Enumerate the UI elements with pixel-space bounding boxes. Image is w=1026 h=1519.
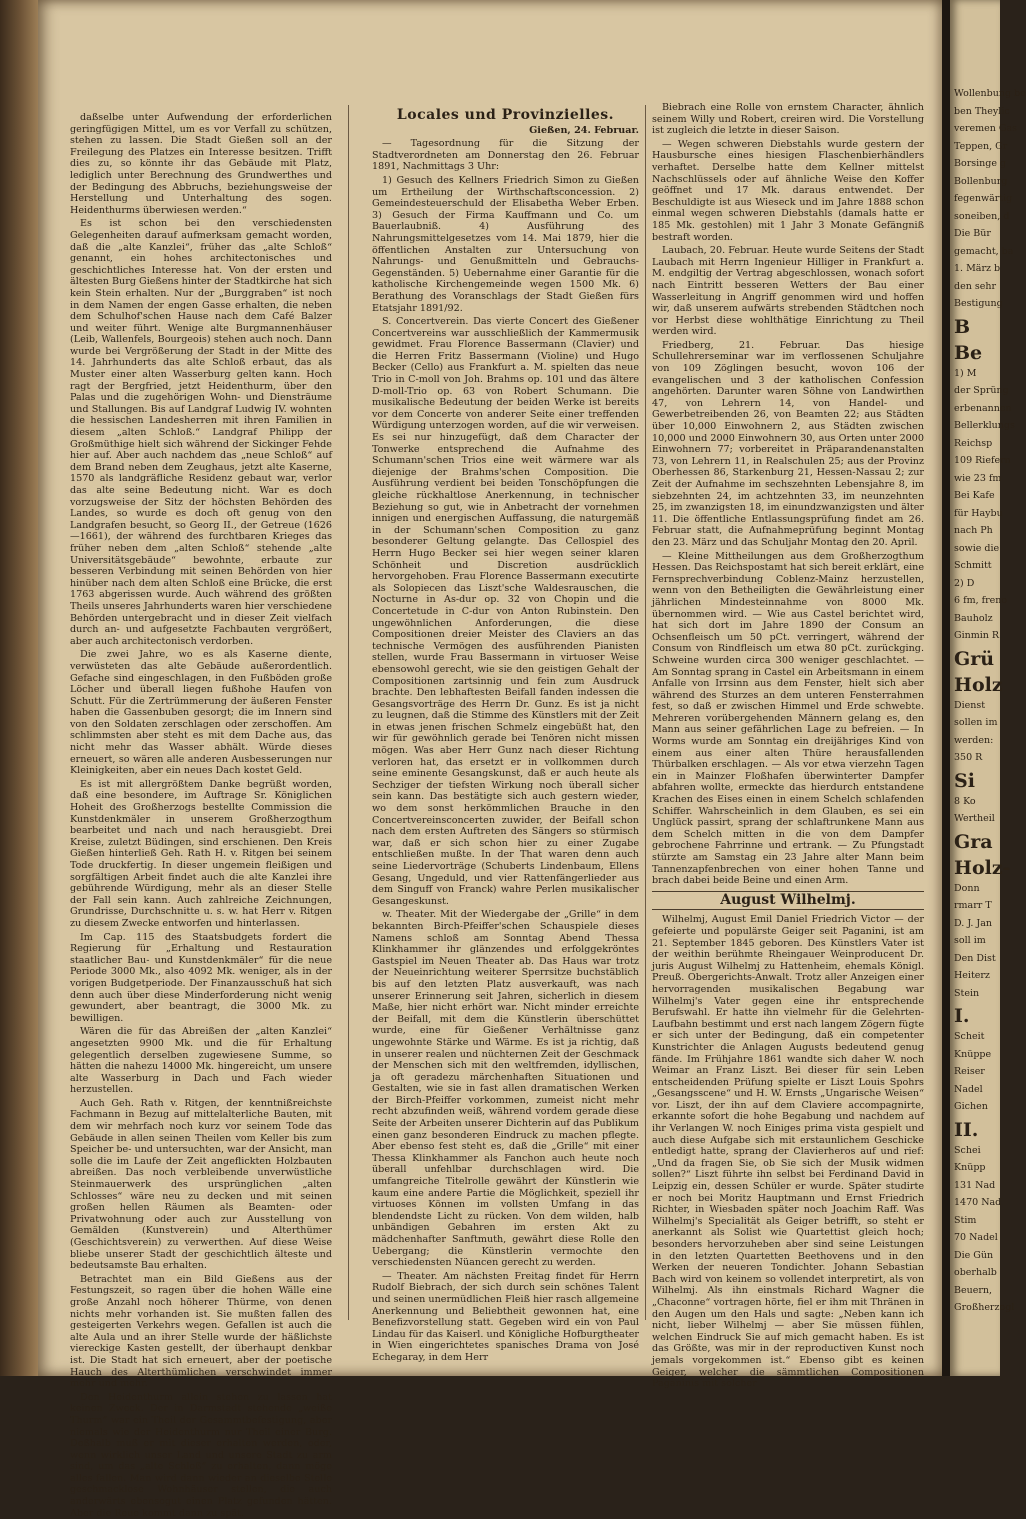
next-page-fragment: D. J. Jan [954,917,993,929]
column-rule-right [645,105,646,1320]
next-page-fragment: B [954,315,971,338]
next-page-fragment: Stim [954,1214,977,1226]
next-page-fragment: 350 R [954,752,983,763]
next-page-fragment: für Haybu [954,507,1003,519]
next-page-fragment: Gra [954,830,993,853]
column-middle [372,107,639,1363]
next-page-fragment: sowie die [954,542,1000,554]
next-page-fragment: Reiser [954,1066,985,1077]
next-page-fragment: 1470 Nad [954,1197,1002,1208]
dateline: Gießen, 24. Februar. [529,124,639,136]
next-page-fragment: Borsinge g [954,158,1007,169]
next-page-fragment: Bauholz [954,612,993,624]
book-binding [0,0,38,1376]
next-page-fragment: 8 Ko [954,795,976,807]
next-page-fragment: erbenannen [954,402,1012,414]
paragraph: Es ist schon bei den verschiedensten Gelegenheiten darauf aufmerksam gemacht worden, daß die „alte Kanzlei“, früher das „alte Schloß“ genannt, ein hohes architectonisches und geschichtliches Interesse hat. Von der ersten und ältesten Burg Gießens hinter der Stadtkirche hat sich kein Stein erhalten. Nur der „Burggraben“ ist noch in dem Namen der engen Gasse erhalten, die neben dem Schulhof'schen Hause nach dem Café Balzer und weiter führt. Wenige alte Burgmannenhäuser (Leib, Wallenfels, Bourgeois) stehen auch noch. Dann wurde bei Vergrößerung der Stadt in der Mitte des 14. Jahrhunderts das alte Schloß erbaut, das als Muster einer alten Wasserburg gelten kann. Hoch ragt der Bergfried, jetzt Heidenthurm, über den Palas und die zugehörigen Wohn- und Diensträume und Stallungen. Bis auf Landgraf Ludwig IV. wohnten die hessischen Landesherren mit ihren Familien in diesem „alten Schloß.“ Landgraf Philipp der Großmüthige hielt sich während der Sickinger Fehde hier auf. Aber auch nachdem das „neue Schloß“ auf dem Brand neben dem Zeughaus, jetzt alte Kaserne, 1570 als landgräfliche Residenz gebaut war, verlor das alte seine Bedeutung nicht. War es doch vorzugsweise der Sitz der höchsten Behörden des Landes, so wurde es doch oft genug von den Landgrafen besucht, so Georg II., der Getreue (1626—1661), der während des furchtbaren Krieges das früher neben dem „alten Schloß“ stehende „alte Universitätsgebäude“ bewohnte, erbaute zur besseren Verbindung mit seinen Behörden von hier hinüber nach dem alten Schloß eine Brücke, die erst 1763 abgerissen wurde. Auch während des größten Theils unseres Jahrhunderts waren hier verschiedene Behörden untergebracht und in dieser Zeit vielfach durch an- und aufgesetzte Fachbauten vergrößert, aber auch architectonisch verdorben. [70,218,332,647]
next-page-fragment: veremen Gas [954,123,1018,134]
next-page-fragment: Stein [954,987,980,999]
next-page-fragment: werden: [954,734,994,746]
paragraph: Im Cap. 115 des Staatsbudgets fordert die Regierung für „Erhaltung und Restauration staatlicher Bau- und Kunstdenkmäler“ für die neue Periode 3000 Mk., also 4092 Mk. weniger, als in der vorigen Budgetperiode. Der Finanzausschuß hat sich denn auch über diese Minderforderung nicht wenig gewundert, aber beantragt, die 3000 Mk. zu bewilligen. [70,931,332,1024]
paragraph: Es ist mit allergrößtem Danke begrüßt worden, daß eine besondere, im Auftrage Sr. Königlichen Hoheit des Großherzogs bestellte Commission die Kunstdenkmäler in unserem Großherzogthum bearbeitet und nach und nach herausgiebt. Drei Kreise, zuletzt Büdingen, sind erschienen. Den Kreis Gießen hinterließ Geh. Rath H. v. Ritgen bei seinem Tode druckfertig. In dieser ungemein fleißigen und sorgfältigen Arbeit findet auch die alte Kanzlei ihre gebührende Würdigung, mehr als an dieser Stelle der Fall sein kann. Auch zahlreiche Zeichnungen, Grundrisse, Durchschnitte u. s. w. hat Herr v. Ritgen zu diesem Zwecke entworfen und hinterlassen. [70,778,332,929]
paragraph: Auch Geh. Rath v. Ritgen, der kenntnißreichste Fachmann in Bezug auf mittelalterliche Bauten, mit dem wir mehrfach noch kurz vor seinem Tode das Gebäude in allen seinen Theilen vom Keller bis zum Speicher be- und untersuchten, war der Ansicht, man solle die im Laufe der Zeit angeflickten Holzbauten abreißen. Das noch verbleibende unverwüstliche Steinmauerwerk des ursprünglichen „alten Schlosses“ wäre neu zu decken und mit seinen großen hellen Räumen als Beamten- oder Privatwohnung oder auch zur Ausstellung von Gemälden (Kunstverein) und Alterthümer (Geschichtsverein) zu verwerthen. Auf diese Weise bliebe unserer Stadt der geschichtlich älteste und bedeutsamste Bau erhalten. [70,1097,332,1272]
next-page-fragment: Heiterz [954,970,990,981]
next-page-fragment: Holz [954,673,1003,696]
next-page-fragment: Be [954,341,983,364]
next-page-fragment: Ginmin R [954,630,1000,641]
next-page-fragment: Teppen, Gr [954,140,1008,152]
next-page-fragment: II. [954,1118,979,1141]
next-page-fragment: Bellerklungs [954,420,1015,431]
paragraph: — Kleine Mittheilungen aus dem Großherzogthum Hessen. Das Reichspostamt hat sich bereit erklärt, eine Fernsprechverbindung Coblenz-Mainz herzustellen, wenn von den Betheiligten die Gewährleistung einer jährlichen Mindesteinnahme von 8000 Mk. übernommen wird. — Wie aus Castel berichtet wird, hat sich dort im Jahre 1890 der Consum an Ochsenfleisch um 50 pCt. verringert, während der Consum von Rindfleisch um etwa 80 pCt. zurückging. Schweine wurden circa 300 weniger geschlachtet. — Am Sonntag sprang in Castel ein Arbeitsmann in einem Anfalle von Irrsinn aus dem Fenster, hielt sich aber während des Sturzes an dem unteren Fensterrahmen fest, so daß er zwischen Himmel und Erde schwebte. Mehreren vorübergehenden Männern gelang es, den Mann aus seiner gefährlichen Lage zu befreien. — In Worms wurde am Sonntag ein dreijähriges Kind von einem aus einer alten Thüre herausfallenden Thürbalken erschlagen. — Als vor etwa vierzehn Tagen ein in Mainzer Floßhafen überwinterter Dampfer abfahren wollte, ermeckte das hierdurch entstandene Krachen des Eises einen in einem Schelch schlafenden Schiffer. Wahrscheinlich in dem Glauben, es sei ein Unglück passirt, sprang der schlaftrunkene Mann aus dem Schelch mitten in die von dem Dampfer gebrochene Fahrrinne und ertrank. — Zu Pfungstadt stürzte am Samstag ein 23 Jahre alter Mann beim Tannenzapfenbrechen von einer hohen Tanne und brach dabei beide Beine und einen Arm. [652,550,924,887]
next-page-fragment: I. [954,1005,970,1027]
next-page-fragment: Wollenbung be [954,88,1026,99]
next-page-fragment: Dienst [954,699,986,711]
paragraph: 1) Gesuch des Kellners Friedrich Simon zu Gießen um Ertheilung der Wirthschaftsconcession. 2) Gemeindesteuerschuld der Elisabetha Weber Erben. 3) Gesuch der Firma Kauffmann und Co. um Bauerlaubniß. 4) Ausführung des Nahrungsmittelgesetzes vom 14. Mai 1879, hier die öffentlichen Anstalten zur Untersuchung von Nahrungs- und Genußmitteln und Gebrauchs-Gegenständen. 5) Uebernahme einer Garantie für die katholische Kirchengemeinde wegen 1500 Mk. 6) Berathung des Voranschlags der Stadt Gießen fürs Etatsjahr 1891/92. [372,174,639,314]
next-page-fragment: Knüpp [954,1162,986,1173]
paragraph: Wären die für das Abreißen der „alten Kanzlei“ angesetzten 9900 Mk. und die für Erhaltung gelegentlich derselben zugewiesene Summe, so hätten die nahezu 14000 Mk. hingereicht, um unsere alte Wasserburg in Dach und Fach wieder herzustellen. [70,1026,332,1096]
next-page-fragment: nach Ph [954,525,993,536]
next-page-fragment: wie 23 fm [954,472,1002,484]
next-page-fragment: Holz- [954,856,1011,879]
next-page-fragment: 1. März b [954,263,1001,274]
next-page-edge [950,0,1026,1376]
paragraph: daßselbe unter Aufwendung der erforderlichen geringfügigen Mittel, um es vor Verfall zu schützen, stehen zu lassen. Die Stadt Gießen soll an der Freilegung des Platzes ein Interesse besitzen. Trifft dies zu, so könnte ihr das Gebäude mit Platz, lediglich unter Berechnung des Grundwerthes und der Bedingung des Abbruchs, beziehungsweise der Herstellung und Unterhaltung des sogen. Heidenthurms überwiesen werden.“ [70,112,332,216]
next-page-fragment: Nadel [954,1083,983,1095]
paragraph: Die zwei Jahre, wo es als Kaserne diente, verwüsteten das alte Gebäude außerordentlich. Gefache sind eingeschlagen, in den Fußböden große Löcher und überall liegen fußhohe Haufen von Schutt. Für die Zertrümmerung der äußeren Fenster haben die Gassenbuben gesorgt; die im Innern sind von den Soldaten zerschlagen oder zerschoffen. Am schlimmsten aber steht es mit dem Dache aus, das nicht mehr das Wasser abhält. Würde dieses erneuert, so wären alle anderen Ausbesserungen nur Kleinigkeiten, aber ein neues Dach kostet Geld. [70,649,332,777]
next-page-fragment: Beuern, [954,1284,993,1296]
next-page-fragment: rmarr T [954,900,992,911]
next-page-fragment: 1) M [954,367,977,379]
next-page-fragment: Knüppe [954,1048,992,1060]
column-right-article [652,914,924,1389]
next-page-fragment: Schei [954,1144,981,1156]
next-page-fragment: soneiben, d [954,210,1010,222]
paragraph: Laubach, 20. Februar. Heute wurde Seitens der Stadt Laubach mit Herrn Ingenieur Hilliger in Frankfurt a. M. endgiltig der Vertrag abgeschlossen, wonach sofort nach Eintritt besseren Wetters der Bau einer Wasserleitung in Angriff genommen wird und hoffen wir, daß unserem aufwärts strebenden Städtchen noch vor Herbst diese wohlthätige Einrichtung zu Theil werden wird. [652,245,924,338]
next-page-fragment: Reichsp [954,437,993,449]
paragraph: Betrachtet man ein Bild Gießens aus der Festungszeit, so ragen über die hohen Wälle eine große Anzahl noch höherer Thürme, von denen nichts mehr vorhanden ist. Sie mußten fallen des gesteigerten Verkehrs wegen. Gefallen ist auch die alte Aula und an ihrer Stelle wurde der häßlichste viereckige Kasten gestellt, der überhaupt denkbar ist. Die Stadt hat sich erneuert, aber der poetische Hauch des Alterthümlichen verschwindet immer mehr und mehr. [70,1273,332,1390]
paragraph: w. Theater. Mit der Wiedergabe der „Grille“ in dem bekannten Birch-Pfeiffer'schen Schauspiele dieses Namens schloß am Sonntag Abend Thessa Klinkhammer ihr glänzendes und erfolggekröntes Gastspiel im Neuen Theater ab. Das Haus war trotz der Neueinrichtung weiterer Sperrsitze buchstäblich bis auf den letzten Platz ausverkauft, was nach unserer Erinnerung seit Jahren, sicherlich in diesem Maße, hier nicht erhört war. Nicht minder erreichte der Beifall, mit dem die Künstlerin überschüttet wurde, eine für Gießener Verhältnisse ganz ungewohnte Stärke und Wärme. Es ist ja richtig, daß in unserer realen und nüchternen Zeit der Geschmack der Menschen sich mit den weltfremden, idyllischen, ja oft geradezu märchenhaften Situationen und Gestalten, wie sie in fast allen dramatischen Werken der Birch-Pfeiffer vorkommen, zumeist nicht mehr recht abzufinden weiß, während vordem gerade diese Seite der Arbeiten unserer Dichterin auf das Publikum einen ganz besonderen Eindruck zu machen pflegte. Aber ebenso fest steht es, daß die „Grille“ mit einer Thessa Klinkhammer als Fanchon auch heute noch überall unfehlbar durchschlagen wird. Die umfangreiche Titelrolle gewährt der Künstlerin wie kaum eine andere Partie die Möglichkeit, speziell ihr virtuoses Können im vollsten Umfang in das blendendste Licht zu rücken. Von dem wilden, halb unbändigen Gebahren im ersten Akt zu mädchenhafter Sanftmuth, gewährt diese Rolle den Uebergang; die Künstlerin vermochte den verschiedensten Nüancen gerecht zu werden. [372,909,639,1269]
next-page-fragment: Bollenburg [954,175,1008,187]
next-page-fragment: Schmitt [954,560,992,571]
next-page-fragment: Si [954,769,975,792]
column-middle-body [372,138,639,1363]
next-page-fragment: Die Gün [954,1249,994,1261]
column-left [70,112,332,1519]
section-title: Locales und Provinzielles. [396,107,615,123]
next-page-fragment: Bei Kafe [954,490,995,501]
next-page-fragment: Bestigung [954,298,1003,309]
page-gutter [942,0,950,1376]
column-right [652,102,924,1390]
next-page-fragment: sollen im [954,717,998,728]
paragraph: — Theater. Am nächsten Freitag findet für Herrn Rudolf Biebrach, der sich durch sein schönes Talent und seinen unermüdlichen Fleiß hier rasch allgemeine Anerkennung und Beliebtheit gewonnen hat, eine Benefizvorstellung statt. Gegeben wird ein von Paul Lindau für das Kaiserl. und Königliche Hofburgtheater in Wien eingerichtetes spanisches Drama von José Echegaray, in dem Herr [372,1270,639,1363]
next-page-fragment: 6 fm, freno [954,595,1008,606]
next-page-fragment: fegenwärtig [954,193,1013,204]
column-rule-left [348,105,349,1320]
paragraph: S. Concertverein. Das vierte Concert des Gießener Concertvereins war ausschließlich der Kammermusik gewidmet. Frau Florence Bassermann (Clavier) und die Herren Fritz Bassermann (Violine) und Hugo Becker (Cello) aus Frankfurt a. M. spielten das neue Trio in C-moll von Joh. Brahms op. 101 und das ältere D-moll-Trio op. 63 von Robert Schumann. Die musikalische Bedeutung der beiden Werke ist bereits vor dem Concerte von anderer Seite einer treffenden Würdigung unterzogen worden, auf die wir verweisen. Es sei nur hinzugefügt, daß dem Character der Tonwerke entsprechend die Aufnahme des Schumann'schen Trios eine weit wärmere war als diejenige der Brahms'schen Composition. Die Ausführung verdient bei beiden Tonschöpfungen die gleiche rückhaltlose Anerkennung, in technischer Beziehung so gut, wie in Anbetracht der vornehmen innigen und energischen Auffassung, die naturgemäß in der Schumann'schen Composition zu ganz besonderer Geltung gelangte. Das Cellospiel des Herrn Hugo Becker sei hier wegen seiner klaren Schönheit und Discretion ausdrücklich hervorgehoben. Frau Florence Bassermann executirte als Solopiecen das Liszt'sche Waldesrauschen, die Nocturne in As-dur op. 32 von Chopin und die Concertetude in C-dur von Anton Rubinstein. Den ungewöhnlichen Anforderungen, die diese Compositionen dreier Meister des Claviers an das technische Vermögen des ausführenden Pianisten stellen, wurde Frau Bassermann in virtuoser Weise ebensowohl gerecht, wie sie den geistigen Gehalt der Compositionen zartsinnig und fein zum Ausdruck brachte. Den lebhaftesten Beifall fanden indessen die Gesangsvorträge des Herrn Dr. Gunz. Es ist ja nicht zu leugnen, daß die Stimme des Künstlers mit der Zeit in etwas jenen frischen Schmelz eingebüßt hat, den wir für gewöhnlich gerade bei Tenören nicht missen mögen. Was aber Herr Gunz nach dieser Richtung verloren hat, das ersetzt er in vollkommen durch seine eminente Gesangskunst, daß er auch heute als Sechziger der tiefsten Wirkung noch überall sicher sein kann. Das bestätigte sich auch gestern wieder, wo dem sonst herkömmlichen Brauche in den Concertvereinsconcerten zuwider, der Beifall schon nach dem ersten Auftreten des Sängers so stürmisch war, daß er sich schon hier zu einer Zugabe entschließen mußte. In der That waren denn auch seine Liedervorträge (Schuberts Lindenbaum, Ellens Gesang, Ungeduld, und vier Rattenfängerlieder aus dem Singuff von Franck) wahre Perlen musikalischer Gesangeskunst. [372,316,639,907]
next-page-fragment: Gichen [954,1101,988,1112]
next-page-fragment: 70 Nadel [954,1232,998,1243]
next-page-fragment: oberhalb [954,1267,997,1278]
paragraph: Friedberg, 21. Februar. Das hiesige Schullehrerseminar war im verflossenen Schuljahre von 109 Zöglingen besucht, wovon 106 der evangelischen und 3 der katholischen Confession angehörten. Darunter waren Söhne von Landwirthen 47, von Lehrern 14, von Handel- und Gewerbetreibenden 26, von Beamten 22; aus Städten über 10,000 Einwohnern 2, aus Städten zwischen 10,000 und 2000 Einwohnern 30, aus Orten unter 2000 Einwohnern 77; vorbereitet in Präparandenanstalten 73, von Lehrern 11, in Realschulen 25; aus der Provinz Oberhessen 86, Starkenburg 21, Hessen-Nassau 2; zur Zeit der Aufnahme im sechszehnten Lebensjahre 8, im siebzehnten 24, im achtzehnten 33, im neunzehnten 25, im zwanzigsten 18, im einundzwanzigsten und älter 11. Die öffentliche Entlassungsprüfung findet am 26. Februar statt, die Aufnahmeprüfung beginnt Montag den 23. März und das Schuljahr Montag den 20. April. [652,339,924,548]
next-page-fragment: 109 Riefern [954,455,1011,466]
next-page-fragment: den sehr [954,280,996,292]
next-page-fragment: Scheit [954,1031,985,1042]
next-page-fragment: Wertheil [954,813,995,824]
paragraph: Biebrach eine Rolle von ernstem Character, ähnlich seinem Willy und Robert, creiren wird. Die Vorstellung ist zugleich die letzte in dieser Saison. [652,102,924,137]
paragraph: Wilhelmj, August Emil Daniel Friedrich Victor — der gefeierte und populärste Geiger seit Paganini, ist am 21. September 1845 geboren. Des Künstlers Vater ist der weithin berühmte Rheingauer Weinproducent Dr. juris August Wilhelmj zu Hattenheim, ehemals Königl. Preuß. Obergerichts-Anwalt. Trotz aller Anzeigen einer hervorragenden musikalischen Begabung war Wilhelmj's Vater gegen eine ihr entsprechende Berufswahl. Er hatte ihn vielmehr für die Gelehrten-Laufbahn bestimmt und erst nach langem Zögern fügte er sich unter der Bedingung, daß ein competenter Kunstrichter die Anlagen Augusts bedeutend genug fände. Im Frühjahre 1861 wandte sich daher W. noch Weimar an Franz Liszt. Bei dieser für sein Leben entscheidenden Prüfung spielte er Liszt Louis Spohrs „Gesangsscene“ und H. W. Ernsts „Ungarische Weisen“ vor. Liszt, der ihn auf dem Claviere accompagnirte, erkannte sofort die hohe Begabung und nachdem auf ihr Verlangen W. noch Einiges prima vista gespielt und auch diese Aufgabe sich mit erstaunlichem Geschicke entledigt hatte, sprang der Clavierheros auf und rief: „Und da fragen Sie, ob Sie sich der Musik widmen sollen?“ Liszt führte ihn selbst bei Ferdinand David in Leipzig ein, dessen Schüler er wurde. Später studirte er noch bei Moritz Hauptmann und Ernst Friedrich Richter, in Wiesbaden später noch Joachim Raff. Was Wilhelmj's Specialität als Geiger betrifft, so steht er anerkannt als Solist wie Quartettist gleich hoch; besonders hervorzuheben aber sind seine Leistungen in den letzten Quartetten Beethovens und in den Werken der neueren Tondichter. Johann Sebastian Bach wird von keinem so vollendet interpretirt, als von Wilhelmj. Als ihn einstmals Richard Wagner die „Chaconne“ vortragen hörte, fiel er ihm mit Thränen in den Augen um den Hals und sagte: „Neben kann ich nicht, lieber Wilhelmj — aber Sie müssen fühlen, welchen Eindruck Sie auf mich gemacht haben. Es ist das Größte, was mir in der reproductiven Kunst noch jemals vorgekommen ist.“ Ebenso gibt es keinen Geiger, welcher die sämmtlichen Compositionen Paganinis mit solcher [652,914,924,1390]
next-page-fragment: Donn [954,882,980,894]
next-page-fragment: Großherzogl [954,1302,1015,1313]
next-page-fragment: 131 Nad [954,1179,996,1191]
next-page-fragment: Den Dist [954,952,996,964]
next-page-fragment: 2) D [954,577,975,589]
paragraph: Den Heidenthurm allein stehen zu lassen hat keinen Zweck. Der in Darmstadt stehende „weiße Thurm“ war ein Theil der Gesammtbefestigung, aber niemals wie der Heidenthurm nur Theil einer Burg. Deßhalb muß er mit dieser erhalten werden, oder, wenn wirklich unser Land und unsere Stadt zu arm sind, um das „alte Schloß“ zu erhalten, dann möge alles fallen. Man wird dann wieder an dieselbe Stelle geschmacklose Wohnhäuser stellen, die auch anderwärts ebensogut einen Platz gefunden hätten. Aber die Reue kommt dann zu spät. [70,1391,332,1519]
next-page-fragment: Die Bür [954,228,991,239]
column-right-news [652,102,924,887]
paragraph: — Wegen schweren Diebstahls wurde gestern der Hausbursche eines hiesigen Flaschenbierhändlers verhaftet. Derselbe hatte dem Kellner mittelst Nachschlüssels oder auf ähnliche Weise den Koffer geöffnet und 17 Mk. daraus entwendet. Der Beschuldigte ist aus Wieseck und im Jahre 1888 schon einmal wegen schweren Diebstahls (damals hatte er 185 Mk. gestohlen) mit 1 Jahr 3 Monate Gefängniß bestraft worden. [652,138,924,243]
next-page-fragment: der Sprüng [954,385,1009,396]
next-page-fragment: ben Theylic [954,105,1010,117]
next-page-fragment: gemacht, ba [954,245,1014,257]
next-page-fragment: soll im [954,935,986,946]
article-headline: August Wilhelmj. [652,891,924,911]
paragraph: — Tagesordnung für die Sitzung der Stadtverordneten am Donnerstag den 26. Februar 1891, Nachmittags 3 Uhr: [372,138,639,173]
next-page-fragment: Grü [954,647,995,670]
